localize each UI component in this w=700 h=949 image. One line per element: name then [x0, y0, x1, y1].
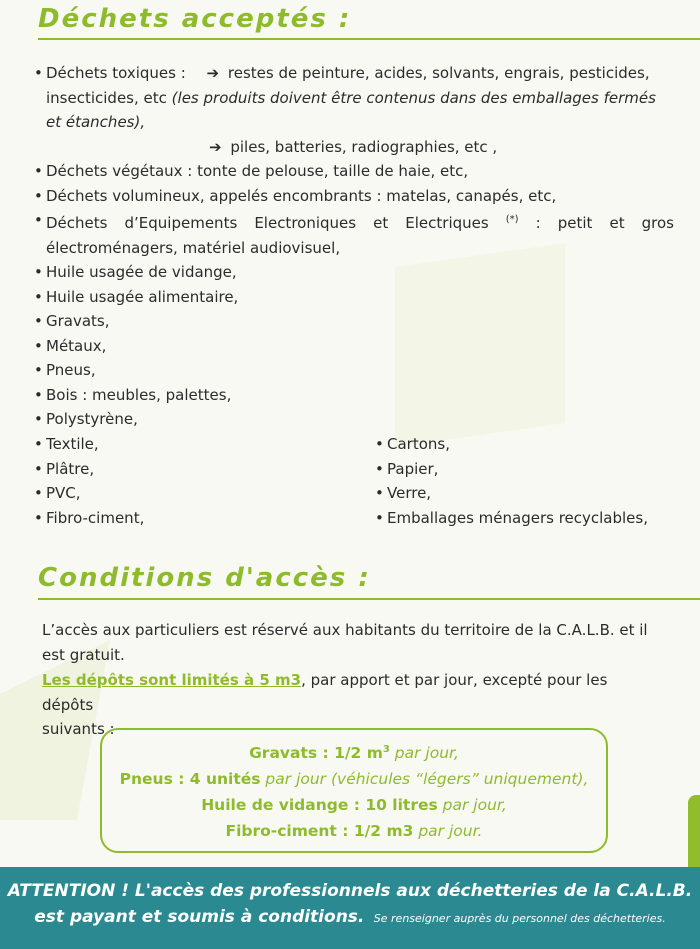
arrow-icon: ➔	[206, 64, 220, 82]
list-item: • Polystyrène,	[34, 407, 674, 432]
limit-pneus-label: Pneus : 4 unités	[119, 770, 261, 789]
list-item-bulky: • Déchets volumineux, appelés encombrants : matelas, canapés, etc,	[34, 184, 674, 209]
limit-huile-label: Huile de vidange : 10 litres	[201, 796, 438, 815]
list-item: • Huile usagée alimentaire,	[34, 285, 674, 310]
deee-footnote: (*)	[505, 214, 519, 225]
list-item: • Métaux,	[34, 334, 674, 359]
toxic-label: Déchets toxiques :	[46, 64, 186, 82]
limit-gravats-sup: 3	[382, 744, 390, 755]
list-item: • Fibro-ciment,	[34, 506, 144, 531]
limit-gravats-label: Gravats : 1/2 m	[249, 744, 383, 763]
list-item-deee-cont: électroménagers, matériel audiovisuel,	[46, 238, 341, 257]
list-item: • Plâtre,	[34, 457, 144, 482]
right-column-list	[375, 432, 648, 530]
list-item-vegetal: • Déchets végétaux : tonte de pelouse, taille de haie, etc,	[34, 159, 674, 184]
attention-banner	[0, 867, 700, 949]
limit-fibro-period: par jour.	[413, 822, 483, 841]
list-item: • Cartons,	[375, 432, 648, 457]
list-item-deee	[34, 208, 674, 236]
section-rule	[38, 598, 700, 600]
left-column-list	[34, 432, 144, 530]
deposit-limit-highlight: Les dépôts sont limités à 5 m3	[42, 671, 302, 689]
list-item: • Emballages ménagers recyclables,	[375, 506, 648, 531]
deee-text: Déchets d’Equipements Electroniques et Electriques	[46, 214, 489, 232]
limit-gravats	[102, 737, 606, 766]
list-item: • PVC,	[34, 481, 144, 506]
limit-gravats-period: par jour,	[389, 744, 459, 763]
limit-huile-period: par jour,	[437, 796, 507, 815]
deee-text-end: : petit et gros	[535, 214, 674, 232]
list-item: • Bois : meubles, palettes,	[34, 383, 674, 408]
attention-line2	[0, 907, 700, 927]
access-paragraph	[42, 618, 662, 667]
toxic-examples-cont: insecticides, etc	[46, 88, 167, 107]
limits-box	[100, 728, 608, 853]
toxic-note-cont: et étanches),	[46, 113, 146, 131]
limit-fibro-label: Fibro-ciment : 1/2 m3	[225, 822, 414, 841]
list-item: • Textile,	[34, 432, 144, 457]
access-text-line1: L’accès aux particuliers est réservé aux habitants du territoire de la C.A.L.B. et il	[42, 621, 648, 639]
limit-fibro	[102, 818, 606, 844]
attention-line1: ATTENTION ! L'accès des professionnels aux déchetteries de la C.A.L.B.	[7, 881, 693, 901]
toxic-examples: restes de peinture, acides, solvants, engrais, pesticides,	[227, 64, 650, 82]
list-item: • Papier,	[375, 457, 648, 482]
limit-pneus-period: par jour (véhicules “légers” uniquement),	[260, 770, 589, 789]
list-item: • Verre,	[375, 481, 648, 506]
arrow-icon: ➔	[209, 137, 222, 156]
list-item-toxic-cont	[34, 86, 674, 111]
deposit-limit-text-line2: suivants :	[42, 720, 115, 738]
section-title-access-conditions: Conditions d'accès :	[38, 563, 371, 593]
section-rule	[38, 38, 700, 40]
list-item: • Pneus,	[34, 358, 674, 383]
toxic-note: (les produits doivent être contenus dans des emballages fermés	[171, 88, 656, 107]
toxic-batteries-text: piles, batteries, radiographies, etc ,	[230, 137, 498, 156]
attention-line2-small: Se renseigner auprès du personnel des déchetteries.	[373, 912, 666, 925]
accepted-waste-list	[34, 61, 674, 432]
list-item-toxic-batteries	[34, 135, 674, 160]
limit-pneus	[102, 766, 606, 792]
list-item: • Huile usagée de vidange,	[34, 260, 674, 285]
attention-line2-bold: est payant et soumis à conditions.	[34, 907, 365, 927]
limit-huile	[102, 792, 606, 818]
list-item-toxic	[34, 61, 674, 86]
list-item: • Gravats,	[34, 309, 674, 334]
deposit-limit-text: , par apport et par jour, excepté pour les dépôts	[42, 671, 608, 714]
access-text-line2: est gratuit.	[42, 645, 125, 664]
section-title-accepted-waste: Déchets acceptés :	[38, 4, 352, 34]
